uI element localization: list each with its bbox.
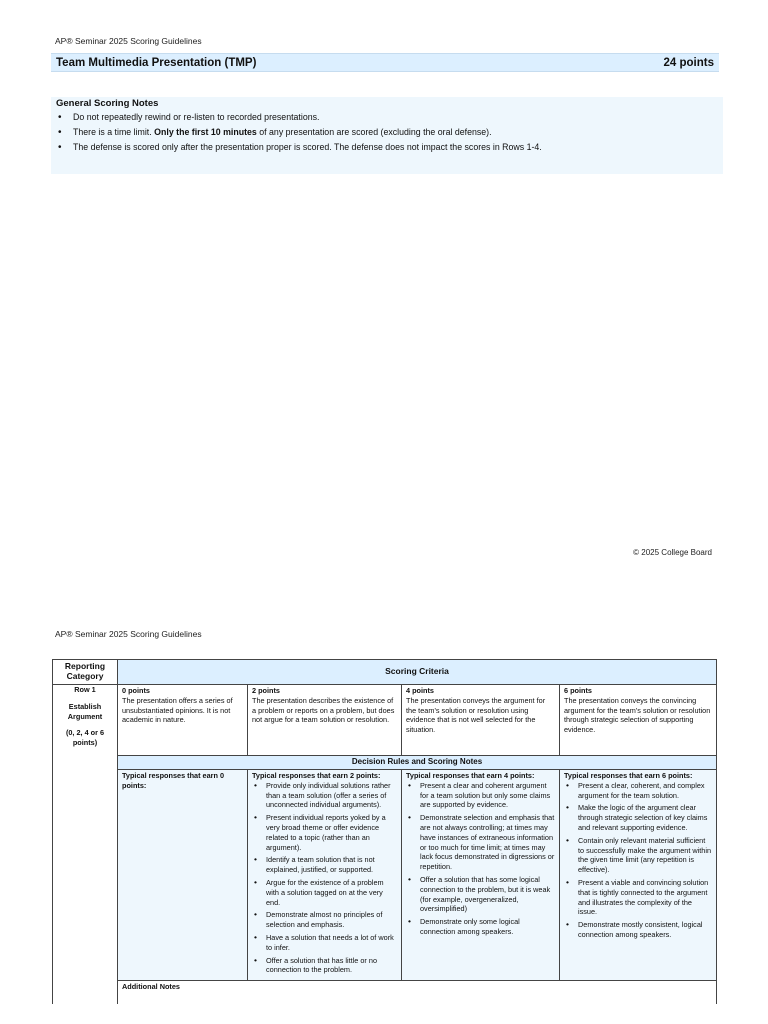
note-text: Do not repeatedly rewind or re-listen to recorded presentations. [73,112,320,122]
title-bar [51,53,719,72]
typical-label: Typical responses that earn 2 points: [252,771,381,780]
decision-rules-header: Decision Rules and Scoring Notes [118,756,717,770]
row-points: (0, 2, 4 or 6 points) [65,728,105,748]
typical-label: Typical responses that earn 6 points: [564,771,693,780]
typical-item: • Present a clear and coherent argument for a team solution but only some claims are supported by evidence. [406,781,555,810]
typical-item: • Argue for the existence of a problem with a solution tagged on at the very end. [252,878,397,907]
typical-item: • Offer a solution that has some logical connection to the problem, but it is weak (for example, overgeneralized, oversimplified) [406,875,555,914]
note-item [56,112,718,123]
score-2-cell [248,685,402,756]
score-label: 6 points [564,686,592,695]
typical-6-cell [560,770,717,981]
notes-list [56,112,718,153]
typical-2-cell [248,770,402,981]
typical-list [564,781,712,940]
scoring-criteria-header: Scoring Criteria [118,660,717,685]
score-description: The presentation describes the existence of a problem or reports on a problem, but does not argue for a team solution or resolution. [252,695,395,725]
typical-list [252,781,397,975]
score-label: 2 points [252,686,280,695]
typical-label: Typical responses that earn 0 points: [122,771,225,790]
scoring-rubric-table [52,659,717,1004]
note-text: There is a time limit. [73,127,155,137]
typical-item: • Present a viable and convincing solution that is tightly connected to the argument and illustrates the complexity of the issue. [564,878,712,917]
note-text: The defense is scored only after the presentation proper is scored. The defense does not impact the scores in Rows 1-4. [73,142,542,152]
note-item [56,142,718,153]
typical-item: • Demonstrate selection and emphasis that are not always controlling; at times may have instances of extraneous information or too much for time limit; at times may lack focus demonstrated in digressions or repetition. [406,813,555,872]
note-item [56,127,718,138]
typical-item: • Present a clear, coherent, and complex argument for the team solution. [564,781,712,801]
page-title: Team Multimedia Presentation (TMP) [56,56,257,69]
score-label: 0 points [122,686,150,695]
row-name: Establish Argument [67,701,103,721]
notes-title: General Scoring Notes [56,98,159,109]
typical-item: • Contain only relevant material sufficient to successfully make the argument within the given time limit (any repetition is effective). [564,836,712,875]
typical-list [406,781,555,937]
typical-label: Typical responses that earn 4 points: [406,771,535,780]
copyright: © 2025 College Board [633,548,712,557]
page-header-2: AP® Seminar 2025 Scoring Guidelines [55,629,202,639]
score-description: The presentation offers a series of unsubstantiated opinions. It is not academic in nature. [122,695,233,725]
typical-item: • Demonstrate almost no principles of selection and emphasis. [252,910,397,930]
typical-item: • Present individual reports yoked by a very broad theme or offer evidence related to a topic (rather than an argument). [252,813,397,852]
typical-item: • Demonstrate only some logical connection among speakers. [406,917,555,937]
score-4-cell [402,685,560,756]
typical-item: • Make the logic of the argument clear through strategic selection of key claims and relevant supporting evidence. [564,803,712,832]
typical-item: • Offer a solution that has little or no connection to the problem. [252,956,397,976]
score-0-cell [118,685,248,756]
typical-item: • Identify a team solution that is not explained, justified, or supported. [252,855,397,875]
total-points: 24 points [663,56,714,69]
note-text: of any presentation are scored (excluding the oral defense). [256,127,492,137]
note-emphasis: Only the first 10 minutes [154,127,257,137]
score-6-cell [560,685,717,756]
typical-4-cell [402,770,560,981]
typical-item: • Have a solution that needs a lot of work to infer. [252,933,397,953]
reporting-category-header: Reporting Category [53,660,118,685]
typical-0-cell [118,770,248,981]
row-category-cell [53,685,118,1005]
page-header: AP® Seminar 2025 Scoring Guidelines [55,36,202,46]
additional-notes-cell: Additional Notes [118,981,717,1005]
score-description: The presentation conveys the convincing argument for the team’s solution or resolution through strategic selection of supporting evidence. [564,695,711,735]
row-label: Row 1 [74,685,96,694]
score-label: 4 points [406,686,434,695]
general-scoring-notes [51,97,723,174]
typical-item: • Demonstrate mostly consistent, logical connection among speakers. [564,920,712,940]
score-description: The presentation conveys the argument for the team’s solution or resolution using evidence that is not well selected for the situation. [406,695,546,735]
typical-item: • Provide only individual solutions rather than a team solution (offer a series of unconnected individual arguments). [252,781,397,810]
